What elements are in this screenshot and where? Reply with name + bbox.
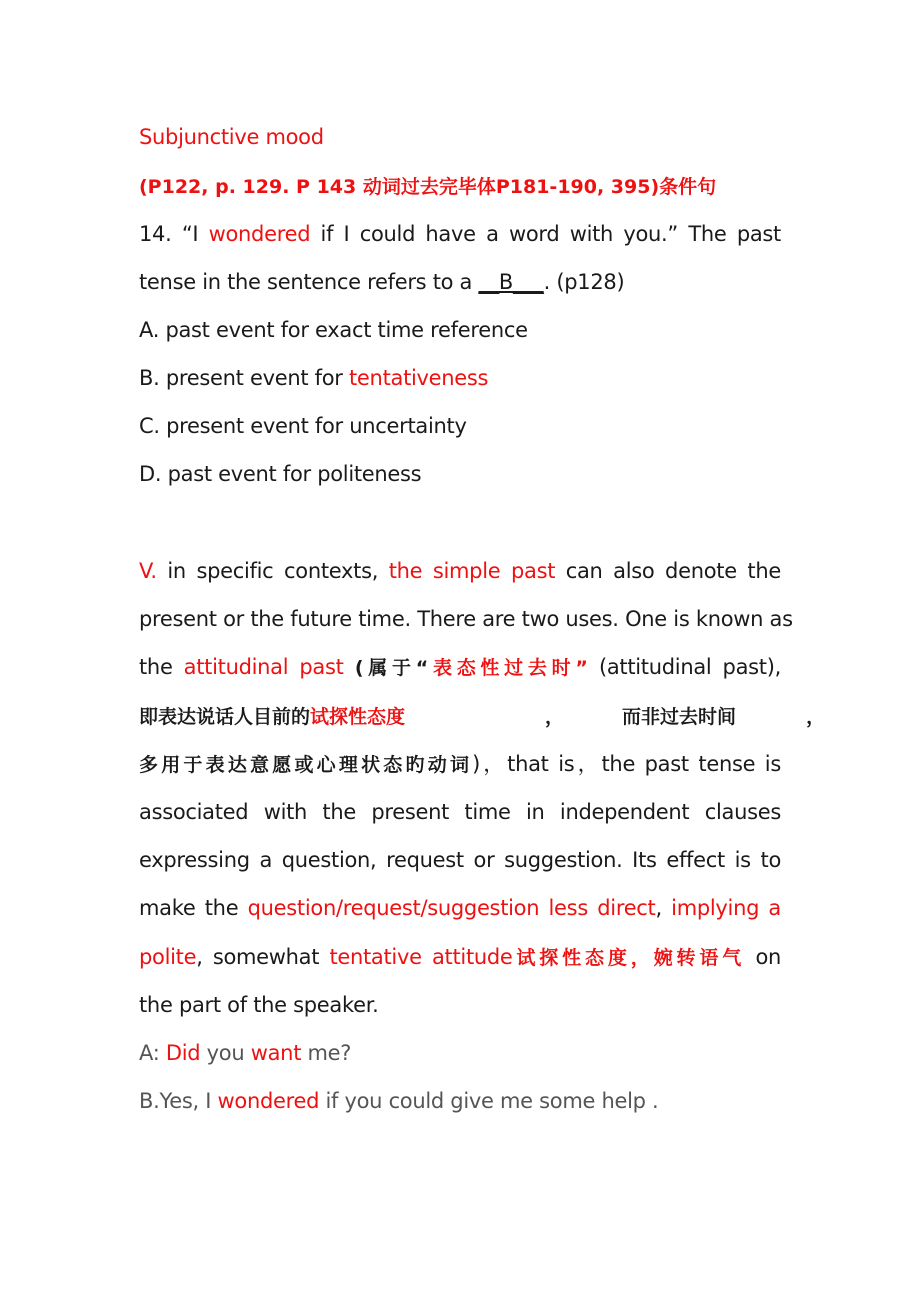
cjk-highlight: 表态性过去时” xyxy=(428,657,588,679)
option-b xyxy=(139,363,781,393)
question-text-2: tense in the sentence refers to a xyxy=(139,270,479,294)
highlight-simple-past: the simple past xyxy=(388,559,556,583)
question-text: if I could have a word with you.” The past xyxy=(310,222,781,246)
option-c: C. present event for uncertainty xyxy=(139,414,467,438)
expl-text: can also denote the xyxy=(555,559,781,583)
explanation-line-6: associated with the present time in independent clauses xyxy=(139,800,781,824)
cjk-punct: ， xyxy=(545,706,565,728)
answer-blank: __B___ xyxy=(478,270,544,294)
highlight-implying: implying a xyxy=(671,896,781,920)
question-number-text: 14. “I xyxy=(139,222,209,246)
expl-text: make the xyxy=(139,896,248,920)
speaker-a: A: xyxy=(139,1041,166,1065)
page-ref: . (p128) xyxy=(543,270,625,294)
heading: Subjunctive mood xyxy=(139,125,324,149)
dialog-text: if you could give me some help . xyxy=(319,1089,659,1113)
expl-text: )，that is，the past tense is xyxy=(472,752,781,776)
cjk-note: 即表达说话人目前的 xyxy=(139,706,311,728)
explanation-line-8 xyxy=(139,893,781,923)
dialog-text: me? xyxy=(301,1041,352,1065)
explanation-line-4 xyxy=(139,701,826,732)
highlight-did: Did xyxy=(165,1041,201,1065)
highlight-wondered: wondered xyxy=(208,222,311,246)
cjk-note: 多用于表达意愿或心理状态旳动词 xyxy=(139,754,473,776)
expl-text: the xyxy=(139,655,184,679)
expl-text: in specific contexts, xyxy=(156,559,389,583)
expl-text: , somewhat xyxy=(196,945,330,969)
section-marker: V. xyxy=(139,559,157,583)
dialog-line-a xyxy=(139,1038,781,1068)
expl-text: , xyxy=(655,896,672,920)
explanation-line-5 xyxy=(139,749,781,780)
explanation-line-9 xyxy=(139,942,781,973)
expl-text: (attitudinal past), xyxy=(587,655,781,679)
highlight-less-direct: question/request/suggestion less direct xyxy=(247,896,656,920)
cjk-note: 而非过去时间 xyxy=(622,706,737,728)
option-b-text: B. present event for xyxy=(139,366,349,390)
explanation-line-2: present or the future time. There are two uses. One is known as xyxy=(139,607,793,631)
explanation-line-3 xyxy=(139,652,781,683)
option-b-highlight: tentativeness xyxy=(349,366,489,390)
explanation-line-7: expressing a question, request or suggestion. Its effect is to xyxy=(139,848,781,872)
explanation-line-1 xyxy=(139,556,781,586)
cjk-highlight: 试探性态度 xyxy=(310,706,406,728)
cjk-punct: ， xyxy=(806,706,826,728)
highlight-attitudinal-past: attitudinal past xyxy=(183,655,344,679)
cjk-highlight: 试探性态度，婉转语气 xyxy=(512,947,746,969)
option-a: A. past event for exact time reference xyxy=(139,318,528,342)
speaker-b: B.Yes, I xyxy=(139,1089,218,1113)
dialog-line-b xyxy=(139,1086,781,1116)
reference-line xyxy=(139,171,781,202)
question-line-1 xyxy=(139,219,781,249)
highlight-wondered-2: wondered xyxy=(217,1089,320,1113)
dialog-text: you xyxy=(200,1041,251,1065)
option-d: D. past event for politeness xyxy=(139,462,422,486)
cjk-note: (属于“ xyxy=(343,657,429,679)
highlight-polite: polite xyxy=(139,945,197,969)
highlight-want: want xyxy=(250,1041,302,1065)
expl-text: on xyxy=(745,945,781,969)
question-line-2 xyxy=(139,267,781,297)
explanation-line-10: the part of the speaker. xyxy=(139,993,379,1017)
reference-text: (P122, p. 129. P 143 动词过去完毕体P181-190, 395)条件句 xyxy=(139,176,717,198)
highlight-tentative-attitude: tentative attitude xyxy=(329,945,513,969)
